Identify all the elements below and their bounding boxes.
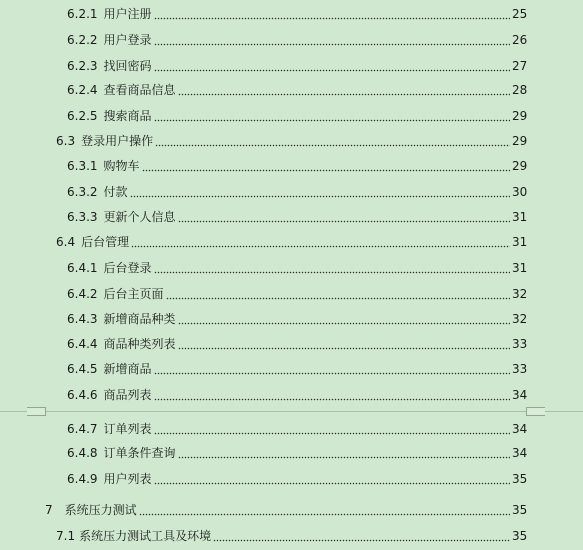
toc-entry-number: 6.4.5 [67, 362, 98, 376]
toc-entry-title: 商品列表 [103, 388, 152, 402]
toc-entry[interactable] [67, 471, 526, 487]
toc-entry-number: 6.2.3 [67, 59, 98, 73]
toc-entry-number: 6.4.4 [67, 337, 98, 351]
toc-entry-title: 系统压力测试工具及环境 [79, 529, 212, 543]
toc-entry-number: 6.4.6 [67, 388, 98, 402]
toc-entry[interactable] [56, 528, 526, 544]
toc-entry-number: 6.3.3 [67, 210, 98, 224]
toc-entry[interactable] [56, 133, 526, 149]
toc-entry-title: 找回密码 [103, 59, 152, 73]
toc-entry-number: 6.2.4 [67, 83, 98, 97]
toc-entry-title: 新增商品 [103, 362, 152, 376]
toc-entry-title: 用户列表 [103, 472, 152, 486]
toc-entry-title: 新增商品种类 [103, 312, 176, 326]
toc-entry-number: 6.2.5 [67, 109, 98, 123]
dot-leader [154, 108, 510, 124]
toc-entry-title: 系统压力测试 [64, 503, 137, 517]
toc-entry-page: 33 [512, 337, 528, 351]
toc-entry-page: 27 [512, 59, 528, 73]
toc-entry-number: 7 [45, 503, 53, 517]
toc-entry-page: 32 [512, 287, 528, 301]
dot-leader [178, 311, 510, 327]
toc-entry-title: 查看商品信息 [103, 83, 176, 97]
dot-leader [154, 58, 510, 74]
toc-entry[interactable] [67, 311, 526, 327]
toc-entry-title: 用户注册 [103, 7, 152, 21]
page-break-divider [0, 407, 583, 415]
toc-entry-page: 34 [512, 446, 528, 460]
page-break-line [0, 411, 583, 412]
dot-leader [213, 528, 510, 544]
toc-entry-page: 28 [512, 83, 528, 97]
dot-leader [155, 133, 510, 149]
toc-entry-number: 6.2.2 [67, 33, 98, 47]
dot-leader [154, 421, 510, 437]
toc-entry-page: 33 [512, 362, 528, 376]
dot-leader [154, 6, 510, 22]
page-corner-right [526, 407, 545, 416]
toc-entry-number: 6.3.2 [67, 185, 98, 199]
toc-entry[interactable] [67, 184, 526, 200]
toc-entry-number: 6.4 [56, 235, 76, 249]
dot-leader [154, 387, 510, 403]
toc-entry-page: 35 [512, 529, 528, 543]
toc-entry-page: 35 [512, 503, 528, 517]
toc-entry[interactable] [67, 445, 526, 461]
toc-entry-number: 6.3.1 [67, 159, 98, 173]
toc-entry-page: 31 [512, 261, 528, 275]
toc-entry[interactable] [67, 82, 526, 98]
dot-leader [178, 82, 510, 98]
dot-leader [130, 184, 510, 200]
dot-leader [178, 336, 510, 352]
toc-entry-number: 6.3 [56, 134, 76, 148]
toc-entry-page: 29 [512, 134, 528, 148]
toc-entry-page: 34 [512, 422, 528, 436]
toc-entry-page: 32 [512, 312, 528, 326]
toc-entry-page: 30 [512, 185, 528, 199]
toc-entry-title: 购物车 [103, 159, 140, 173]
toc-entry-page: 34 [512, 388, 528, 402]
dot-leader [131, 234, 510, 250]
toc-entry[interactable] [67, 32, 526, 48]
toc-entry-number: 6.4.8 [67, 446, 98, 460]
toc-entry-page: 29 [512, 109, 528, 123]
toc-entry-number: 6.4.2 [67, 287, 98, 301]
dot-leader [178, 209, 510, 225]
toc-entry-title: 订单列表 [103, 422, 152, 436]
toc-entry[interactable] [67, 387, 526, 403]
toc-entry-page: 25 [512, 7, 528, 21]
toc-entry[interactable] [67, 336, 526, 352]
toc-entry[interactable] [67, 158, 526, 174]
toc-entry-page: 31 [512, 235, 528, 249]
toc-entry[interactable] [67, 6, 526, 22]
dot-leader [142, 158, 510, 174]
toc-entry-number: 6.4.3 [67, 312, 98, 326]
toc-entry-title: 登录用户操作 [81, 134, 154, 148]
toc-entry-title: 商品种类列表 [103, 337, 176, 351]
toc-entry-title: 后台主页面 [103, 287, 164, 301]
toc-entry[interactable] [67, 58, 526, 74]
dot-leader [139, 502, 510, 518]
toc-entry-title: 用户登录 [103, 33, 152, 47]
toc-entry-number: 7.1 [56, 529, 76, 543]
toc-entry[interactable] [67, 260, 526, 276]
toc-entry[interactable] [45, 502, 526, 518]
toc-entry-title: 订单条件查询 [103, 446, 176, 460]
dot-leader [178, 445, 510, 461]
toc-entry-number: 6.4.7 [67, 422, 98, 436]
toc-entry-page: 26 [512, 33, 528, 47]
dot-leader [154, 361, 510, 377]
toc-entry-title: 后台登录 [103, 261, 152, 275]
toc-entry[interactable] [67, 108, 526, 124]
toc-entry-title: 搜索商品 [103, 109, 152, 123]
dot-leader [166, 286, 510, 302]
toc-entry[interactable] [56, 234, 526, 250]
toc-entry-title: 更新个人信息 [103, 210, 176, 224]
dot-leader [154, 32, 510, 48]
toc-entry-number: 6.4.1 [67, 261, 98, 275]
dot-leader [154, 260, 510, 276]
toc-entry-title: 付款 [103, 185, 128, 199]
toc-entry[interactable] [67, 209, 526, 225]
toc-entry-number: 6.4.9 [67, 472, 98, 486]
toc-entry-number: 6.2.1 [67, 7, 98, 21]
toc-entry[interactable] [67, 361, 526, 377]
dot-leader [154, 471, 510, 487]
toc-entry-page: 29 [512, 159, 528, 173]
toc-entry-page: 31 [512, 210, 528, 224]
toc-entry[interactable] [67, 286, 526, 302]
page-corner-left [27, 407, 46, 416]
toc-entry-page: 35 [512, 472, 528, 486]
toc-entry[interactable] [67, 421, 526, 437]
toc-entry-title: 后台管理 [81, 235, 130, 249]
